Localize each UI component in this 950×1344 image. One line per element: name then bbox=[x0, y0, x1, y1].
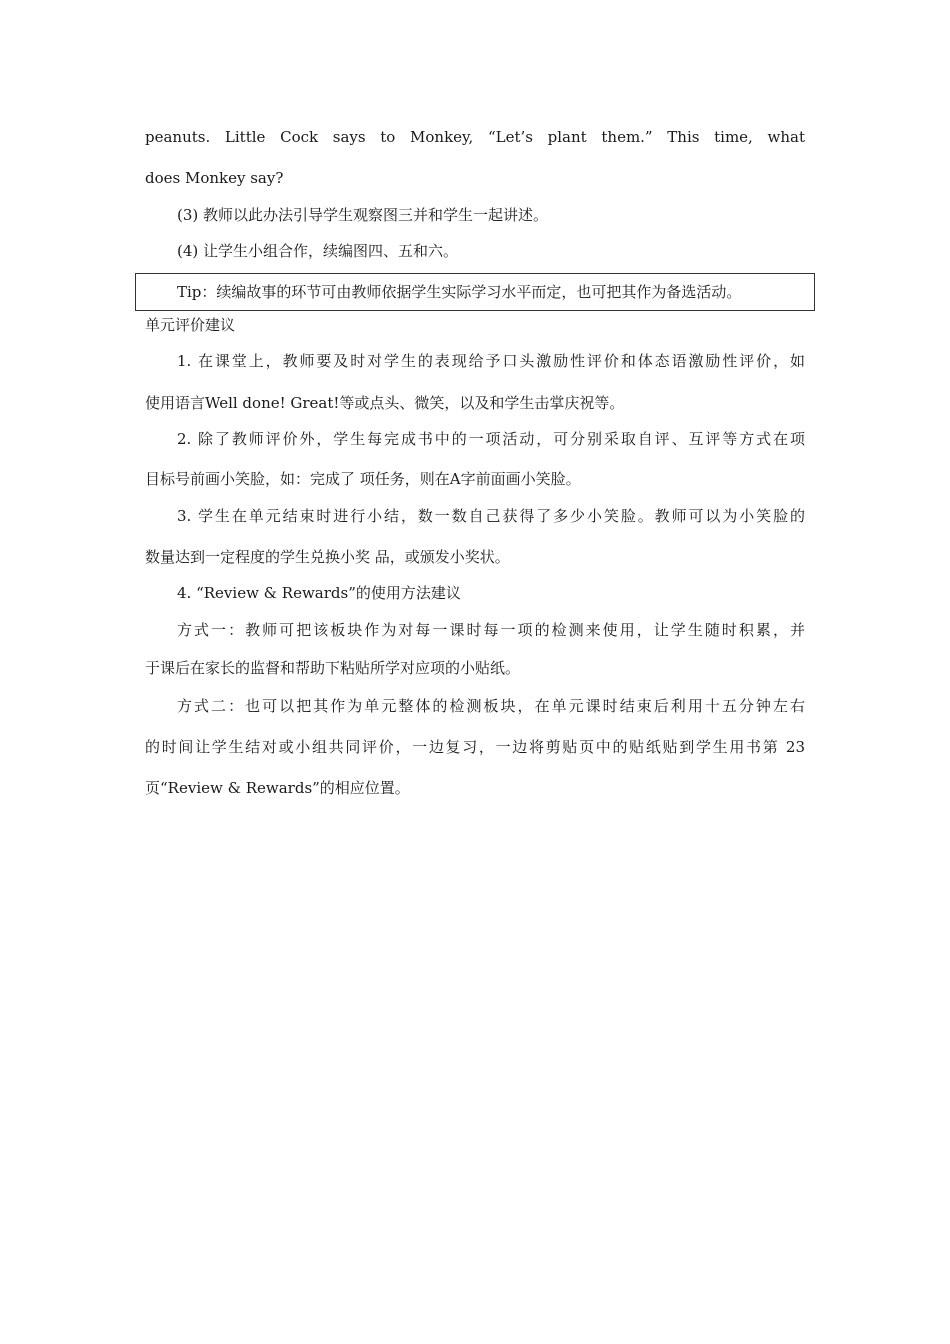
evaluation-item-4: 4. “Review & Rewards”的使用方法建议 bbox=[177, 584, 461, 602]
evaluation-item-3-line: 3. 学生在单元结束时进行小结，数一数自己获得了多少小笑脸。教师可以为小笑脸的 bbox=[177, 507, 805, 525]
method-1-line: 方式一：教师可把该板块作为对每一课时每一项的检测来使用，让学生随时积累，并 bbox=[177, 621, 805, 639]
method-2-line: 页“Review & Rewards”的相应位置。 bbox=[145, 779, 410, 797]
evaluation-item-3-line: 数量达到一定程度的学生兑换小奖 品，或颁发小奖状。 bbox=[145, 548, 510, 566]
tip-box bbox=[135, 273, 815, 311]
tip-text: Tip：续编故事的环节可由教师依据学生实际学习水平而定，也可把其作为备选活动。 bbox=[177, 283, 742, 301]
method-1-line: 于课后在家长的监督和帮助下粘贴所学对应项的小贴纸。 bbox=[145, 659, 521, 677]
evaluation-item-2-line: 2. 除了教师评价外，学生每完成书中的一项活动，可分别采取自评、互评等方式在项 bbox=[177, 430, 805, 448]
story-text-line: peanuts. Little Cock says to Monkey, “Let’s plant them.” This time, what bbox=[145, 128, 805, 146]
evaluation-item-1-line: 1. 在课堂上，教师要及时对学生的表现给予口头激励性评价和体态语激励性评价，如 bbox=[177, 352, 805, 370]
method-2-line: 方式二：也可以把其作为单元整体的检测板块，在单元课时结束后利用十五分钟左右 bbox=[177, 697, 805, 715]
story-text-line: does Monkey say? bbox=[145, 169, 284, 187]
section-heading: 单元评价建议 bbox=[145, 316, 236, 334]
method-2-line: 的时间让学生结对或小组共同评价，一边复习，一边将剪贴页中的贴纸贴到学生用书第 23 bbox=[145, 738, 805, 756]
evaluation-item-2-line: 目标号前画小笑脸，如：完成了 项任务，则在A字前面画小笑脸。 bbox=[145, 470, 581, 488]
evaluation-item-1-line: 使用语言Well done! Great!等或点头、微笑，以及和学生击掌庆祝等。 bbox=[145, 394, 625, 412]
step-4-text: (4) 让学生小组合作，续编图四、五和六。 bbox=[177, 242, 459, 260]
step-3-text: (3) 教师以此办法引导学生观察图三并和学生一起讲述。 bbox=[177, 206, 549, 224]
